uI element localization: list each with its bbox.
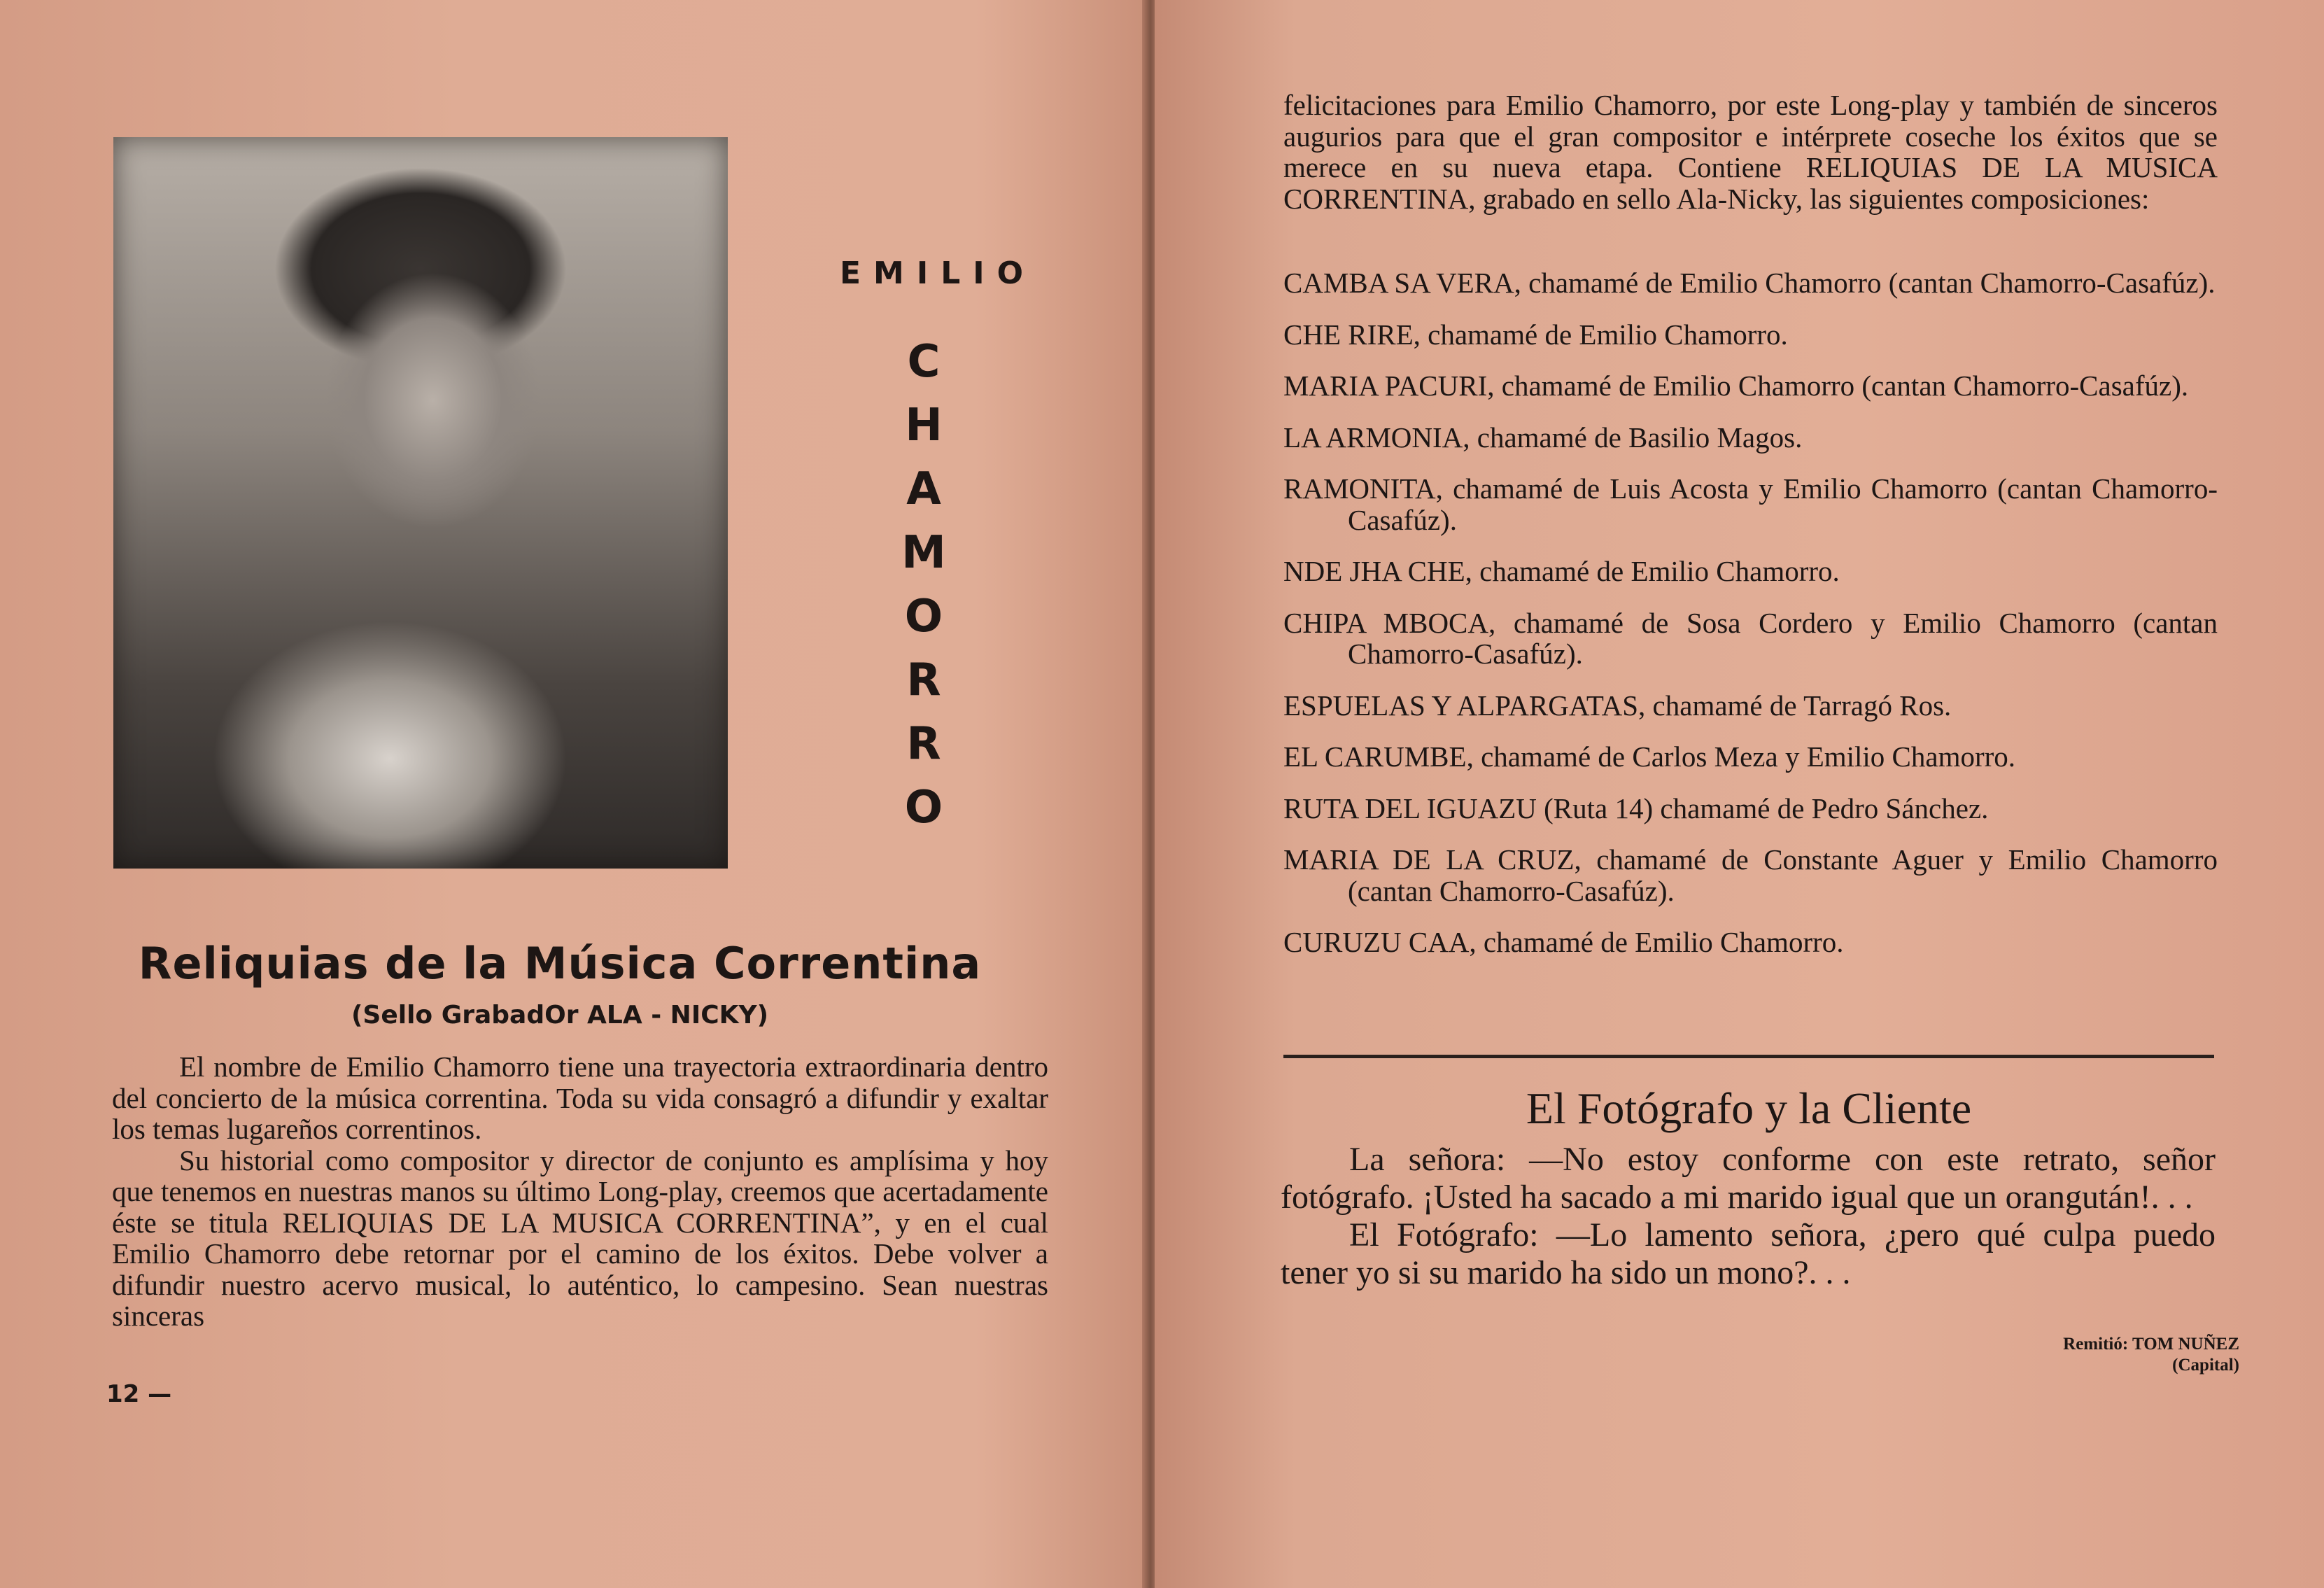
list-item: NDE JHA CHE, chamamé de Emilio Chamorro.: [1283, 555, 1840, 587]
paragraph: El nombre de Emilio Chamorro tiene una trayectoria extraordinaria dentro del concierto de la música correntina. Toda su vida consagró a difundir y exaltar los temas lugareños correntinos.: [112, 1051, 1048, 1145]
intro-paragraph: felicitaciones para Emilio Chamorro, por este Long-play y también de sinceros augurios para que el gran compositor e intérprete coseche los éxitos que se merece en su nueva etapa. Contiene RELIQUIAS DE LA MUSICA CORRENTINA, grabado en sello Ala-Nicky, las siguientes composiciones:: [1283, 89, 2218, 215]
list-item: CHE RIRE, chamamé de Emilio Chamorro.: [1283, 318, 1788, 351]
list-item: RUTA DEL IGUAZU (Ruta 14) chamamé de Pedro Sánchez.: [1283, 792, 1989, 824]
last-name-letter: H: [905, 400, 943, 451]
credit-sender: Remitió: TOM NUÑEZ: [2063, 1335, 2239, 1354]
last-name-letter: C: [907, 336, 941, 388]
list-item: CAMBA SA VERA, chamamé de Emilio Chamorro (cantan Chamorro-Casafúz).: [1283, 267, 2216, 299]
vertical-name: [840, 255, 1036, 840]
portrait-photo: [113, 137, 728, 869]
list-item: LA ARMONIA, chamamé de Basilio Magos.: [1283, 421, 1803, 454]
last-name-letter: R: [906, 718, 941, 770]
joke-title: El Fotógrafo y la Cliente: [1526, 1083, 1972, 1133]
list-item: ESPUELAS Y ALPARGATAS, chamamé de Tarragó Ros.: [1283, 689, 1952, 722]
list-item: EL CARUMBE, chamamé de Carlos Meza y Emilio Chamorro.: [1283, 740, 2016, 773]
joke-credit: [1819, 1334, 2239, 1376]
list-item: CURUZU CAA, chamamé de Emilio Chamorro.: [1283, 926, 1844, 958]
list-item: MARIA PACURI, chamamé de Emilio Chamorro (cantan Chamorro-Casafúz).: [1283, 370, 2189, 402]
song-list: [1283, 267, 2218, 978]
joke-line: La señora: —No estoy conforme con este retrato, señor fotógrafo. ¡Usted ha sacado a mi marido igual que un orangután!. . .: [1281, 1141, 2216, 1216]
last-name-letter: O: [904, 782, 943, 834]
first-name: EMILIO: [840, 255, 1036, 291]
left-page: [0, 0, 1148, 1588]
article-subtitle: (Sello GrabadOr ALA - NICKY): [351, 1001, 769, 1030]
last-name-letter: A: [906, 463, 941, 515]
list-item: CHIPA MBOCA, chamamé de Sosa Cordero y Emilio Chamorro (cantan Chamorro-Casafúz).: [1283, 606, 2218, 670]
last-name-letter: M: [901, 527, 946, 579]
last-name-letter: O: [904, 591, 943, 642]
paragraph: Su historial como compositor y director de conjunto es amplísima y hoy que tenemos en nuestras manos su último Long-play, creemos que acertadamente éste se titula RELIQUIAS DE LA MUSICA CORRENTINA”, y en el cual Emilio Chamorro debe retornar por el camino de los éxitos. Debe volver a difundir nuestro acervo musical, lo auténtico, lo campesino. Sean nuestras sinceras: [112, 1144, 1048, 1332]
article-title: Reliquias de la Música Correntina: [138, 938, 982, 989]
page-number: 12 —: [106, 1380, 172, 1408]
list-item: RAMONITA, chamamé de Luis Acosta y Emilio Chamorro (cantan Chamorro-Casafúz).: [1283, 472, 2218, 536]
joke-body: [1281, 1141, 2216, 1292]
joke-line: El Fotógrafo: —Lo lamento señora, ¿pero qué culpa puedo tener yo si su marido ha sido un mono?. . .: [1281, 1216, 2216, 1291]
last-name-letter: R: [906, 654, 941, 706]
section-divider: [1283, 1055, 2214, 1058]
article-body: [112, 1051, 1048, 1332]
credit-location: (Capital): [2172, 1356, 2239, 1375]
list-item: MARIA DE LA CRUZ, chamamé de Constante Aguer y Emilio Chamorro (cantan Chamorro-Casafúz).: [1283, 843, 2218, 907]
